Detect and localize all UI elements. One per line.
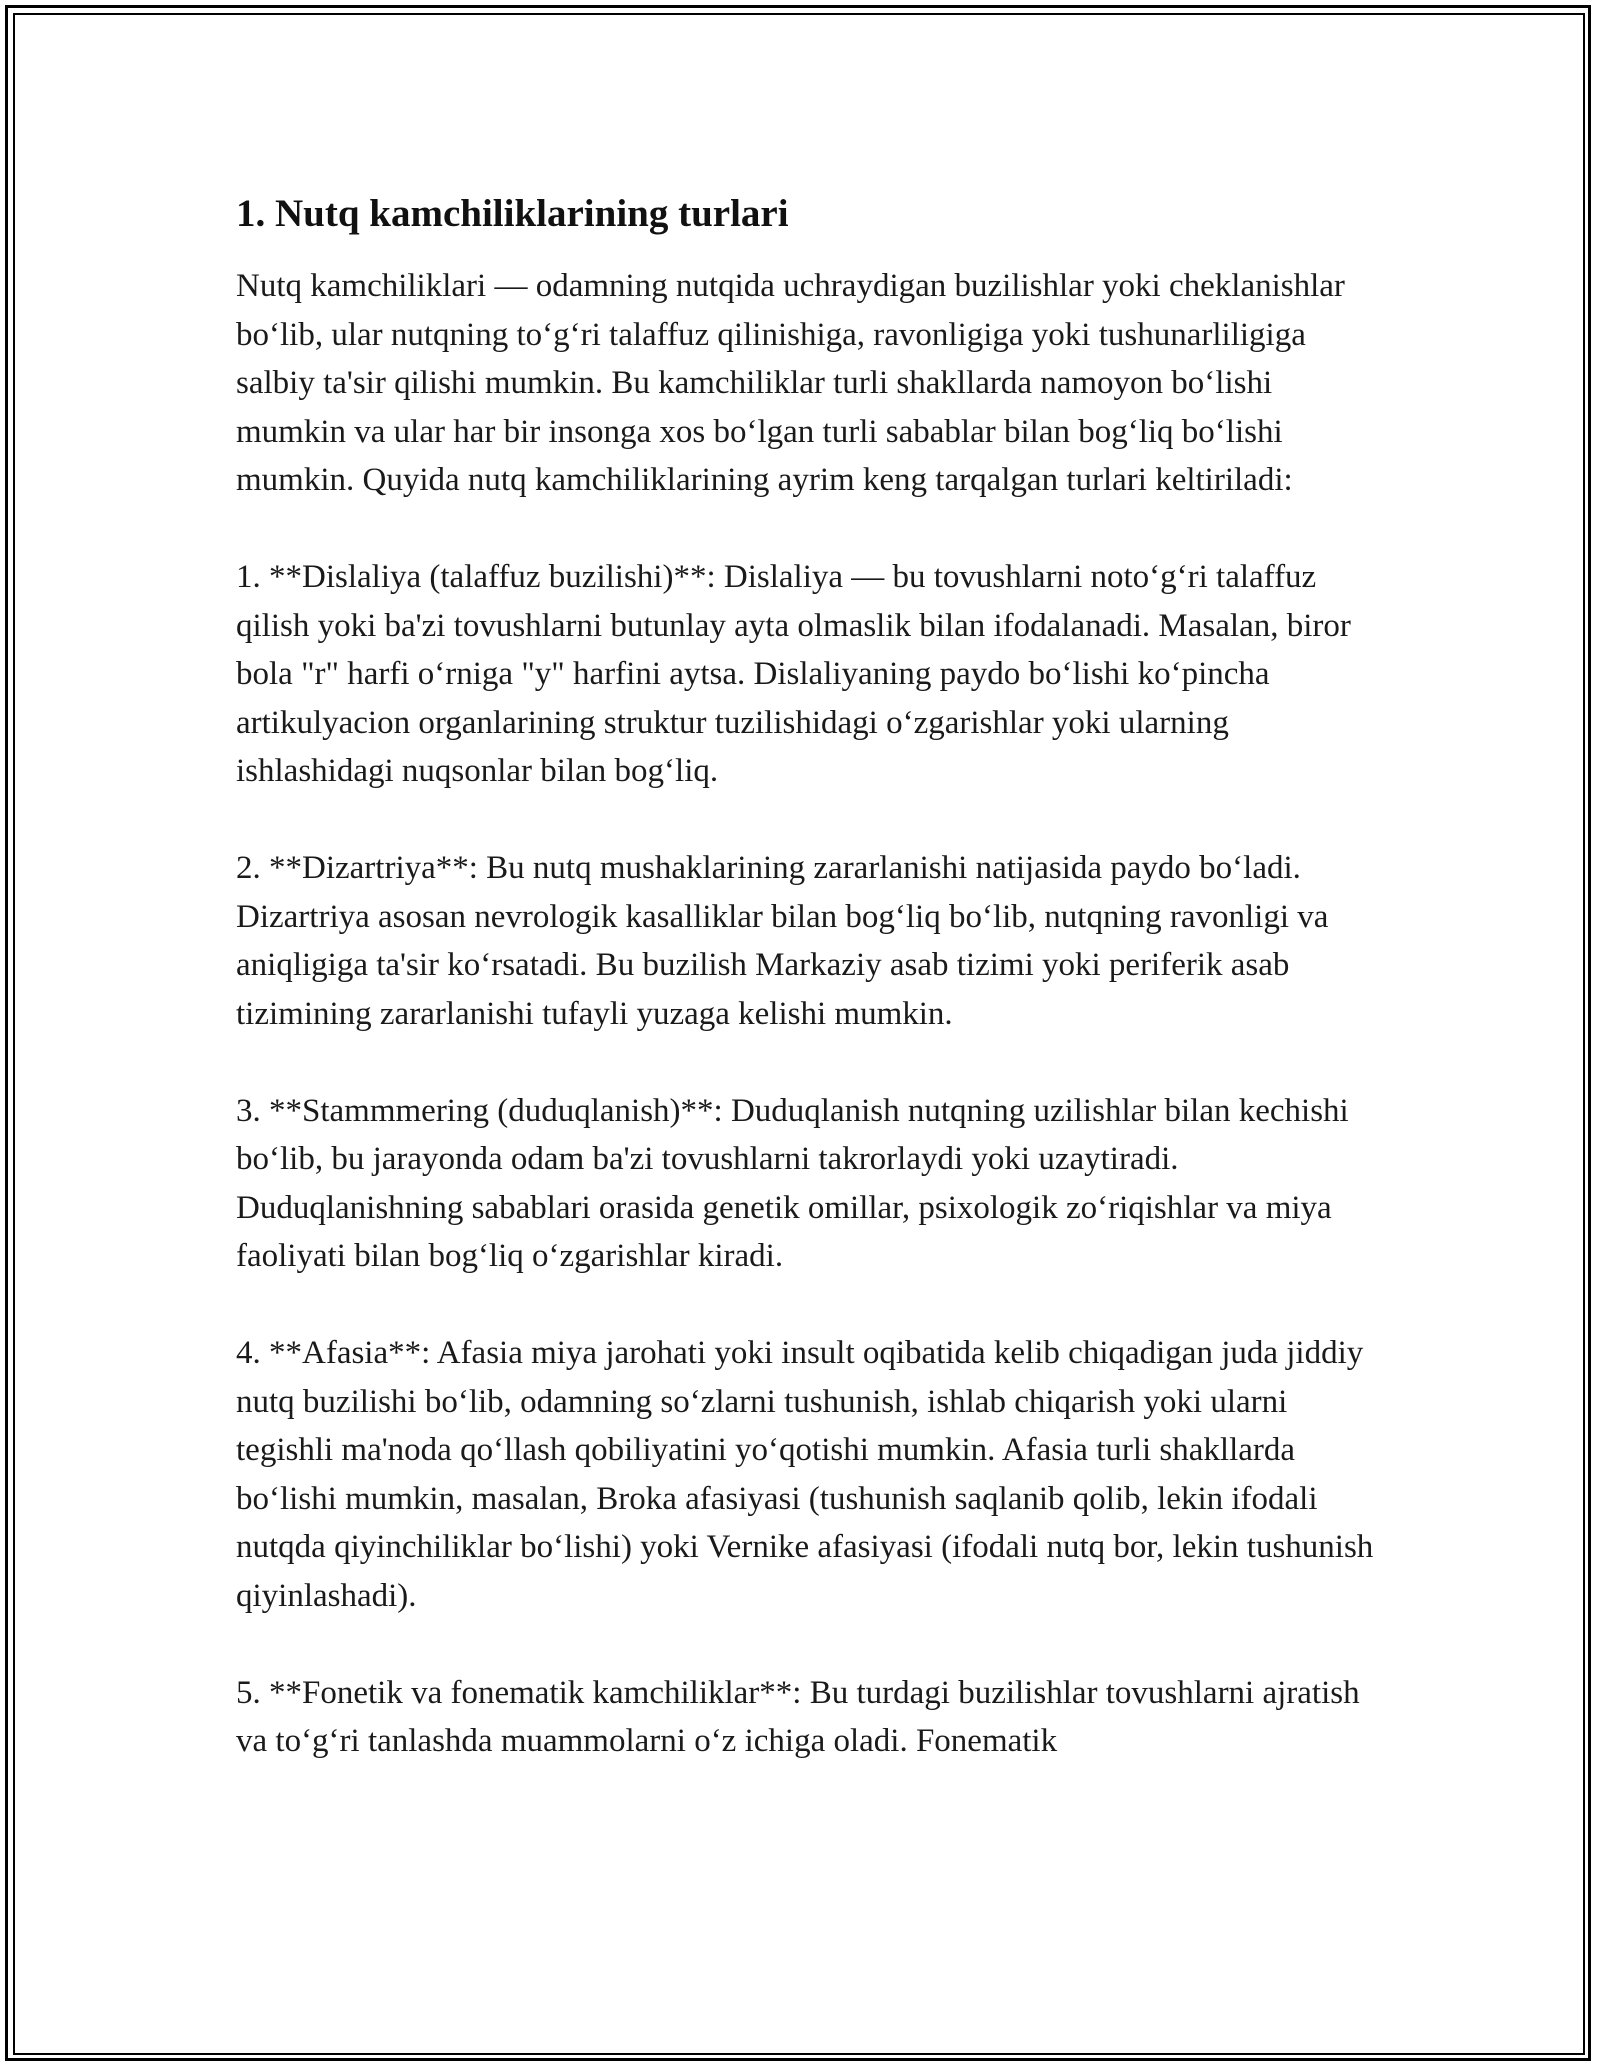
- document-body: [236, 188, 1376, 1766]
- intro-paragraph: Nutq kamchiliklari — odamning nutqida uchraydigan buzilishlar yoki cheklanishlar bo‘lib, ular nutqning to‘g‘ri talaffuz qilinishiga, ravonligiga yoki tushunarliligiga salbiy ta'sir qilishi mumkin. Bu kamchiliklar turli shakllarda namoyon bo‘lishi mumkin va ular har bir insonga xos bo‘lgan turli sabablar bilan bog‘liq bo‘lishi mumkin. Quyida nutq kamchiliklarining ayrim keng tarqalgan turlari keltiriladi:: [236, 268, 1345, 498]
- list-item-fonetik: 5. **Fonetik va fonematik kamchiliklar**: Bu turdagi buzilishlar tovushlarni ajratish va to‘g‘ri tanlashda muammolarni o‘z ichiga oladi. Fonematik: [236, 1674, 1360, 1759]
- list-item-dizartriya: 2. **Dizartriya**: Bu nutq mushaklarining zararlanishi natijasida paydo bo‘ladi. Dizartriya asosan nevrologik kasalliklar bilan bog‘liq bo‘lib, nutqning ravonligi va aniqligiga ta'sir ko‘rsatadi. Bu buzilish Markaziy asab tizimi yoki periferik asab tizimining zararlanishi tufayli yuzaga kelishi mumkin.: [236, 850, 1329, 1032]
- list-item-afasia: 4. **Afasia**: Afasia miya jarohati yoki insult oqibatida kelib chiqadigan juda jiddiy nutq buzilishi bo‘lib, odamning so‘zlarni tushunish, ishlab chiqarish yoki ularni tegishli ma'noda qo‘llash qobiliyatini yo‘qotishi mumkin. Afasia turli shakllarda bo‘lishi mumkin, masalan, Broka afasiyasi (tushunish saqlanib qolib, lekin ifodali nutqda qiyinchiliklar bo‘lishi) yoki Vernike afasiyasi (ifodali nutq bor, lekin tushunish qiyinlashadi).: [236, 1335, 1374, 1614]
- list-item-duduqlanish: 3. **Stammmering (duduqlanish)**: Duduqlanish nutqning uzilishlar bilan kechishi bo‘lib, bu jarayonda odam ba'zi tovushlarni takrorlaydi yoki uzaytiradi. Duduqlanishning sabablari orasida genetik omillar, psixologik zo‘riqishlar va miya faoliyati bilan bog‘liq o‘zgarishlar kiradi.: [236, 1092, 1349, 1274]
- section-heading: 1. Nutq kamchiliklarining turlari: [236, 192, 789, 235]
- list-item-dislaliya: 1. **Dislaliya (talaffuz buzilishi)**: Dislaliya — bu tovushlarni noto‘g‘ri talaffuz qilish yoki ba'zi tovushlarni butunlay ayta olmaslik bilan ifodalanadi. Masalan, biror bola "r" harfi o‘rniga "y" harfini aytsa. Dislaliyaning paydo bo‘lishi ko‘pincha artikulyacion organlarining struktur tuzilishidagi o‘zgarishlar yoki ularning ishlashidagi nuqsonlar bilan bog‘liq.: [236, 559, 1351, 789]
